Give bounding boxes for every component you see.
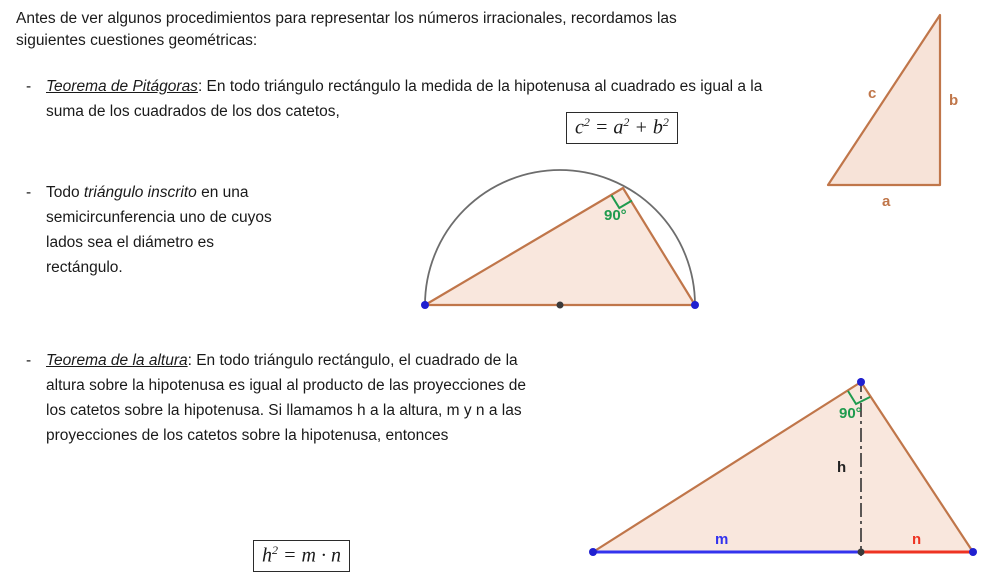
formula-pitagoras: $c^2 = a^2 + b^2$	[566, 112, 678, 144]
angle-label-90: 90°	[839, 405, 862, 422]
center-point	[557, 302, 564, 309]
bullet-dash: -	[26, 352, 32, 369]
intro-paragraph: Antes de ver algunos procedimientos para representar los números irracionales, recordamos las siguientes cuestiones geométricas:	[16, 10, 677, 50]
inscribed-triangle-shape	[425, 188, 695, 305]
bullet-title: Teorema de Pitágoras	[46, 78, 198, 95]
bullet-title: Teorema de la altura	[46, 352, 188, 369]
triangle-label-c: c	[868, 85, 877, 102]
triangle-label-b: b	[949, 92, 959, 109]
figure-altura-triangle	[575, 370, 985, 575]
endpoint-left	[421, 301, 429, 309]
figure-inscribed-triangle	[415, 160, 715, 335]
bullet-dash: -	[26, 78, 32, 95]
bullet-altura	[26, 348, 546, 448]
endpoint-right	[691, 301, 699, 309]
bullet-inscrito	[26, 180, 286, 280]
bullet-body-part2: en una semicircunferencia uno de cuyos lados sea el diámetro es rectángulo.	[46, 184, 272, 277]
figure-right-triangle	[810, 10, 970, 215]
bullet-emphasis: triángulo inscrito	[83, 184, 197, 201]
bullet-body-part1: Todo	[46, 184, 84, 201]
bullet-body: : En todo triángulo rectángulo la medida de la hipotenusa al cuadrado es igual a la suma de los cuadrados de los dos catetos,	[46, 78, 763, 121]
foot-point	[858, 549, 865, 556]
label-h: h	[837, 459, 847, 476]
bullet-text	[46, 180, 286, 280]
altura-triangle-shape	[593, 382, 973, 552]
bullet-body: : En todo triángulo rectángulo, el cuadrado de la altura sobre la hipotenusa es igual al producto de las proyecciones de los catetos sobre la hipotenusa. Si llamamos h a la altura, m y n a las proyecciones de los catetos sobre la hipotenusa, entonces	[46, 352, 526, 445]
right-triangle-shape	[828, 15, 940, 185]
formula-altura: $h^2 = m \cdot n$	[253, 540, 350, 572]
bullet-dash: -	[26, 184, 32, 201]
label-m: m	[715, 531, 729, 548]
apex-point	[857, 378, 865, 386]
right-vertex-point	[969, 548, 977, 556]
triangle-label-a: a	[882, 193, 891, 210]
bullet-text	[46, 348, 546, 448]
angle-label-90: 90°	[604, 207, 627, 224]
left-vertex-point	[589, 548, 597, 556]
label-n: n	[912, 531, 922, 548]
